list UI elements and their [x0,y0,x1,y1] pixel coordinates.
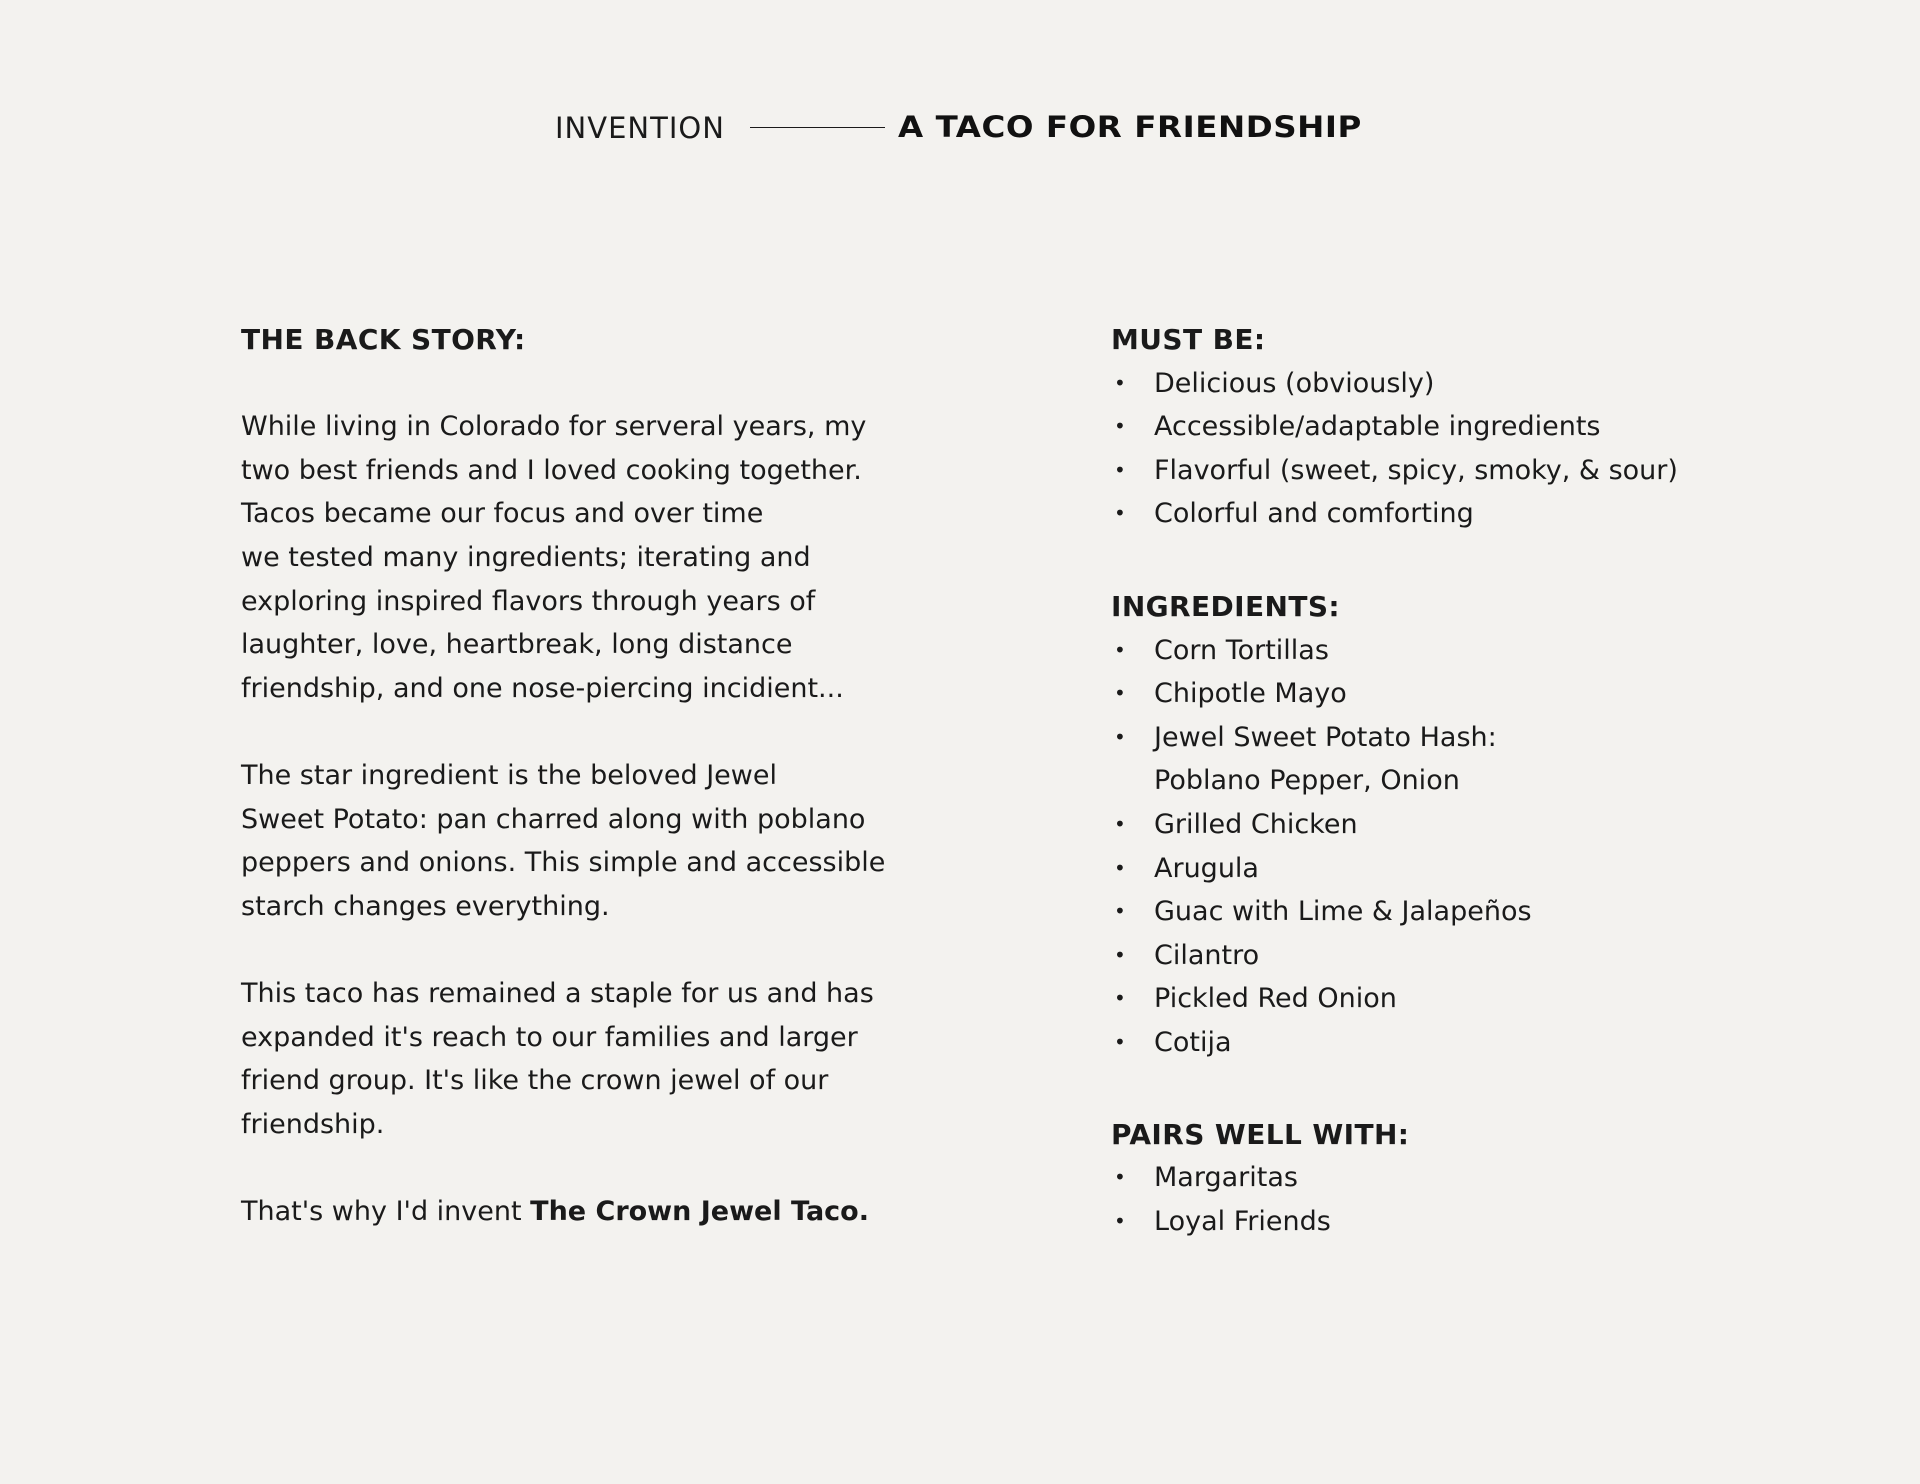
paragraph-line: This taco has remained a staple for us and has [241,977,874,1009]
list-item-text: Corn Tortillas [1154,634,1329,666]
bullet-icon: • [1114,855,1126,880]
list-item-text: Colorful and comforting [1154,498,1474,530]
back-story-paragraph-2 [241,754,1001,928]
list-item-text: Accessible/adaptable ingredients [1154,411,1601,443]
details-column [1111,318,1831,1243]
pairs-well-with-list [1111,1156,1831,1243]
pairs-well-with-heading: PAIRS WELL WITH: [1111,1117,1410,1151]
list-item [1111,629,1831,673]
bullet-icon: • [1114,414,1126,439]
paragraph-line: Tacos became our focus and over time [241,498,764,530]
back-story-paragraph-1 [241,405,1001,710]
list-item-text: Guac with Lime & Jalapeños [1154,896,1532,928]
bullet-icon: • [1114,1208,1126,1233]
closing-text [241,1190,1001,1234]
list-item-text: Pickled Red Onion [1154,983,1397,1015]
header-divider-line [750,127,885,128]
paragraph-line: friend group. It's like the crown jewel of our [241,1065,829,1097]
list-item-text: Chipotle Mayo [1154,678,1347,710]
bullet-icon: • [1114,681,1126,706]
bullet-icon: • [1114,1029,1126,1054]
bullet-icon: • [1114,899,1126,924]
paragraph-line: friendship. [241,1108,385,1140]
ingredients-heading: INGREDIENTS: [1111,589,1341,623]
closing-prefix: That's why I'd invent [241,1195,531,1227]
taco-name: The Crown Jewel Taco. [530,1195,869,1227]
bullet-icon: • [1114,811,1126,836]
paragraph-line: The star ingredient is the beloved Jewel [241,759,777,791]
paragraph-line: two best friends and I loved cooking together. [241,454,862,486]
paragraph-line: Sweet Potato: pan charred along with poblano [241,803,866,835]
paragraph-line: friendship, and one nose-piercing incidient... [241,672,844,704]
ingredients-list [1111,629,1831,760]
section-label: INVENTION [555,111,725,145]
list-item [1111,362,1831,406]
list-item [1111,1200,1831,1244]
list-item [1111,977,1831,1021]
list-item [1111,890,1831,934]
paragraph-line: exploring inspired flavors through years of [241,585,816,617]
list-item-text: Cilantro [1154,939,1260,971]
list-item [1111,492,1831,536]
bullet-icon: • [1114,942,1126,967]
back-story-heading: THE BACK STORY: [241,323,526,356]
list-item [1111,716,1831,760]
list-item [1111,934,1831,978]
paragraph-line: peppers and onions. This simple and accessible [241,847,886,879]
paragraph-line: While living in Colorado for serveral years, my [241,411,867,443]
list-item [1111,672,1831,716]
bullet-icon: • [1114,1165,1126,1190]
list-item [1111,847,1831,891]
list-item [1111,803,1831,847]
list-item [1111,1156,1831,1200]
back-story-column [241,318,1001,1233]
closing-line [241,1190,1001,1234]
must-be-list [1111,362,1831,536]
page-header [0,108,1920,148]
must-be-heading: MUST BE: [1111,323,1266,356]
list-item [1111,1021,1831,1065]
list-item-text: Grilled Chicken [1154,808,1358,840]
bullet-icon: • [1114,457,1126,482]
bullet-icon: • [1114,637,1126,662]
page-title: A TACO FOR FRIENDSHIP [898,110,1362,144]
list-item-text: Margaritas [1154,1162,1298,1194]
paragraph-line: expanded it's reach to our families and larger [241,1021,858,1053]
list-item [1111,405,1831,449]
list-item [1111,449,1831,493]
list-item-text: Loyal Friends [1154,1205,1331,1237]
paragraph-line: laughter, love, heartbreak, long distance [241,629,793,661]
list-item-continuation: Poblano Pepper, Onion [1154,765,1460,797]
back-story-paragraph-3 [241,972,1001,1146]
list-item-text: Flavorful (sweet, spicy, smoky, & sour) [1154,454,1678,486]
bullet-icon: • [1114,501,1126,526]
list-item-text: Jewel Sweet Potato Hash: [1154,721,1497,753]
bullet-icon: • [1114,370,1126,395]
list-item-text: Cotija [1154,1026,1232,1058]
paragraph-line: we tested many ingredients; iterating and [241,541,811,573]
ingredients-list-continued [1111,803,1831,1065]
list-item-text: Arugula [1154,852,1259,884]
bullet-icon: • [1114,724,1126,749]
paragraph-line: starch changes everything. [241,890,610,922]
bullet-icon: • [1114,986,1126,1011]
list-item-text: Delicious (obviously) [1154,367,1435,399]
